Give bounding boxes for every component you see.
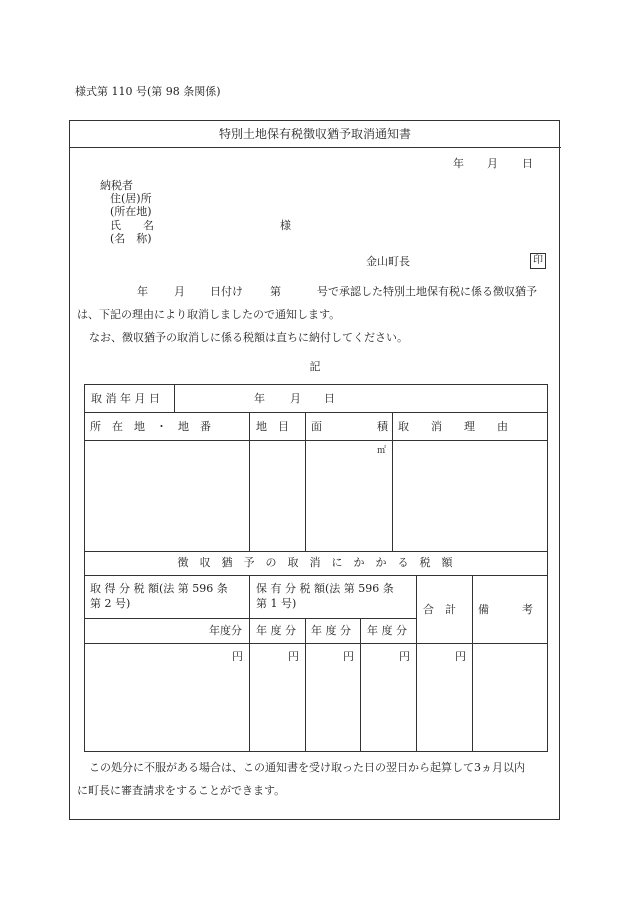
taxpayer-name: 氏 名 bbox=[110, 219, 154, 232]
acq-tax-label-2: 第 2 号) bbox=[90, 597, 131, 610]
col-location: 所 在 地 ・ 地 番 bbox=[90, 420, 211, 433]
col-land-category: 地 目 bbox=[256, 420, 289, 433]
yen-hold-3: 円 bbox=[399, 650, 410, 663]
col-area-first: 面 bbox=[311, 420, 322, 433]
col-cancel-reason: 取 消 理 由 bbox=[398, 420, 508, 433]
hold-year-part-3: 年 度 分 bbox=[367, 624, 407, 637]
col-area-last: 積 bbox=[377, 420, 388, 433]
taxpayer-honorific: 様 bbox=[280, 219, 291, 232]
remarks-label: 備 考 bbox=[478, 603, 533, 616]
body-dated: 日付け bbox=[210, 285, 243, 298]
acq-year-part: 年度分 bbox=[209, 624, 242, 637]
taxpayer-corp-name: (名 称) bbox=[110, 232, 152, 245]
body-no: 第 bbox=[270, 285, 281, 298]
yen-acq: 円 bbox=[232, 650, 243, 663]
details-table bbox=[84, 384, 548, 552]
yen-total: 円 bbox=[455, 650, 466, 663]
seal-mark: 印 bbox=[530, 253, 546, 269]
appeal-notice-line1: この処分に不服がある場合は、この通知書を受け取った日の翌日から起算して3ヵ月以内 bbox=[89, 761, 525, 774]
issuer-name: 金山町長 bbox=[366, 255, 410, 268]
cancel-date-year: 年 bbox=[254, 392, 265, 405]
cancel-date-label: 取 消 年 月 日 bbox=[91, 392, 160, 405]
appeal-notice-line2: に町長に審査請求をすることができます。 bbox=[77, 784, 286, 797]
yen-hold-2: 円 bbox=[343, 650, 354, 663]
hold-year-part-1: 年 度 分 bbox=[256, 624, 296, 637]
cancel-date-day: 日 bbox=[324, 392, 335, 405]
body-line1-rest: 号で承認した特別土地保有税に係る徴収猶予 bbox=[317, 285, 537, 298]
date-year: 年 bbox=[453, 157, 464, 170]
hold-year-part-2: 年 度 分 bbox=[311, 624, 351, 637]
cancel-date-month: 月 bbox=[290, 392, 301, 405]
body-year: 年 bbox=[137, 285, 148, 298]
acq-tax-label-1: 取 得 分 税 額(法 第 596 条 bbox=[90, 582, 228, 595]
taxpayer-address: 住(居)所 bbox=[110, 192, 152, 205]
body-paragraph-2: なお、徴収猶予の取消しに係る税額は直ちに納付してください。 bbox=[89, 331, 408, 344]
taxpayer-location: (所在地) bbox=[110, 205, 152, 218]
hold-tax-label-1: 保 有 分 税 額(法 第 596 条 bbox=[256, 582, 394, 595]
date-day: 日 bbox=[522, 157, 533, 170]
form-number: 様式第 110 号(第 98 条関係) bbox=[75, 85, 221, 98]
tax-table-title: 徴 収 猶 予 の 取 消 に か か る 税 額 bbox=[177, 556, 453, 569]
ki-mark: 記 bbox=[309, 360, 321, 373]
yen-hold-1: 円 bbox=[288, 650, 299, 663]
body-line2: は、下記の理由により取消しましたので通知します。 bbox=[77, 308, 341, 321]
area-unit: ㎡ bbox=[377, 446, 387, 456]
hold-tax-label-2: 第 1 号) bbox=[256, 597, 297, 610]
taxpayer-label: 納税者 bbox=[100, 179, 133, 192]
title-divider bbox=[69, 147, 561, 148]
body-month: 月 bbox=[174, 285, 185, 298]
total-label: 合 計 bbox=[423, 603, 456, 616]
document-title: 特別土地保有税徴収猶予取消通知書 bbox=[218, 127, 411, 141]
date-month: 月 bbox=[487, 157, 498, 170]
